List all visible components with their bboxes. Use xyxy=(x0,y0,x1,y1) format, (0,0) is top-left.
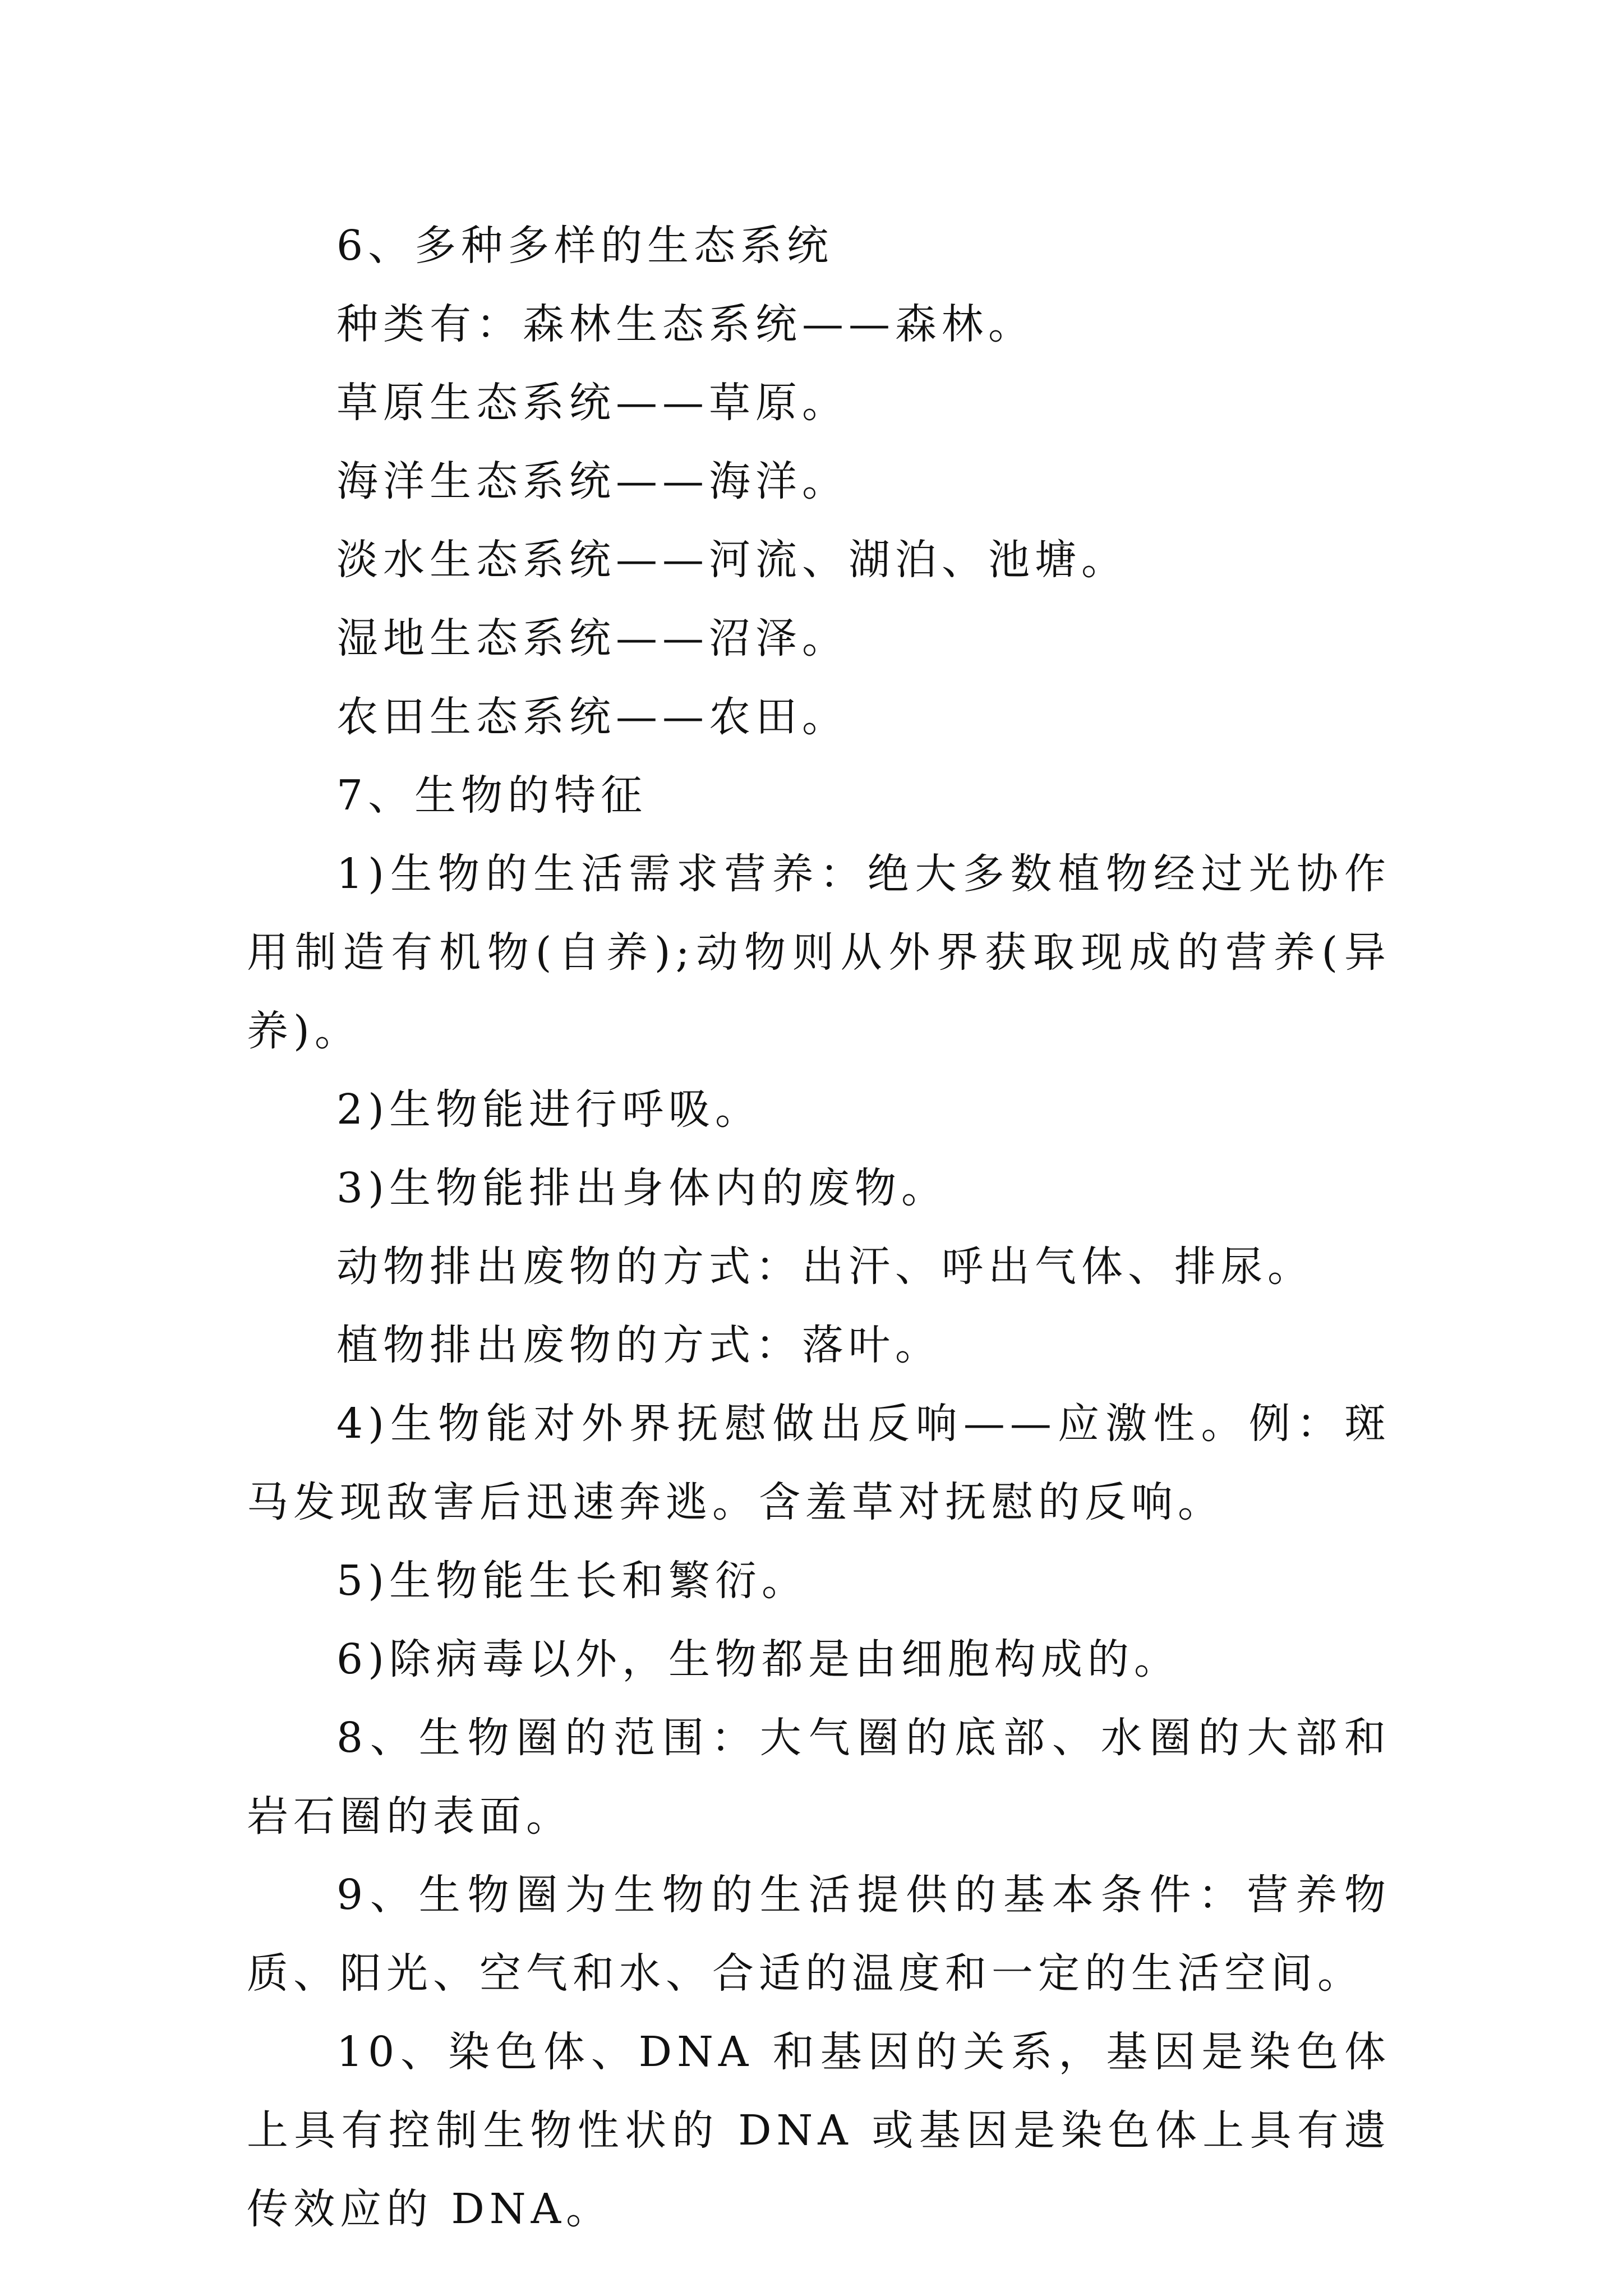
ecosystem-wetland: 湿地生态系统——沼泽。 xyxy=(336,614,849,662)
feature-item-3: 3)生物能排出身体内的废物。 xyxy=(336,1164,948,1212)
point-10-paragraph: 10、染色体、DNA 和基因的关系，基因是染色体上具有控制生物性状的 DNA 或基因是染色体上具有遗传效应的 DNA。 xyxy=(247,2028,1391,2233)
ecosystem-freshwater: 淡水生态系统——河流、湖泊、池塘。 xyxy=(336,536,1128,584)
ecosystem-farmland: 农田生态系统——农田。 xyxy=(336,693,849,741)
plant-excretion-text: 植物排出废物的方式：落叶。 xyxy=(336,1321,942,1369)
section-heading-7: 7、生物的特征 xyxy=(336,771,648,820)
section-heading-6: 6、多种多样的生态系统 xyxy=(336,222,834,270)
animal-excretion-text: 动物排出废物的方式：出汗、呼出气体、排尿。 xyxy=(336,1243,1314,1291)
feature-item-1: 1)生物的生活需求营养：绝大多数植物经过光协作用制造有机物(自养);动物则从外界获取现成的营养(异养)。 xyxy=(247,850,1391,1055)
point-8-paragraph: 8、生物圈的范围：大气圈的底部、水圈的大部和岩石圈的表面。 xyxy=(247,1714,1391,1841)
feature-item-2: 2)生物能进行呼吸。 xyxy=(336,1085,762,1134)
document-body xyxy=(247,206,1391,2248)
feature-item-6: 6)除病毒以外，生物都是由细胞构成的。 xyxy=(336,1635,1181,1683)
ecosystem-ocean: 海洋生态系统——海洋。 xyxy=(336,457,849,505)
feature-item-5: 5)生物能生长和繁衍。 xyxy=(336,1557,808,1605)
point-9-paragraph: 9、生物圈为生物的生活提供的基本条件：营养物质、阳光、空气和水、合适的温度和一定的生活空间。 xyxy=(247,1871,1391,1998)
ecosystem-types-intro: 种类有：森林生态系统——森林。 xyxy=(336,300,1035,348)
feature-item-4: 4)生物能对外界抚慰做出反响——应激性。例：斑马发现敌害后迅速奔逃。含羞草对抚慰的反响。 xyxy=(247,1400,1391,1526)
ecosystem-grassland: 草原生态系统——草原。 xyxy=(336,379,849,427)
